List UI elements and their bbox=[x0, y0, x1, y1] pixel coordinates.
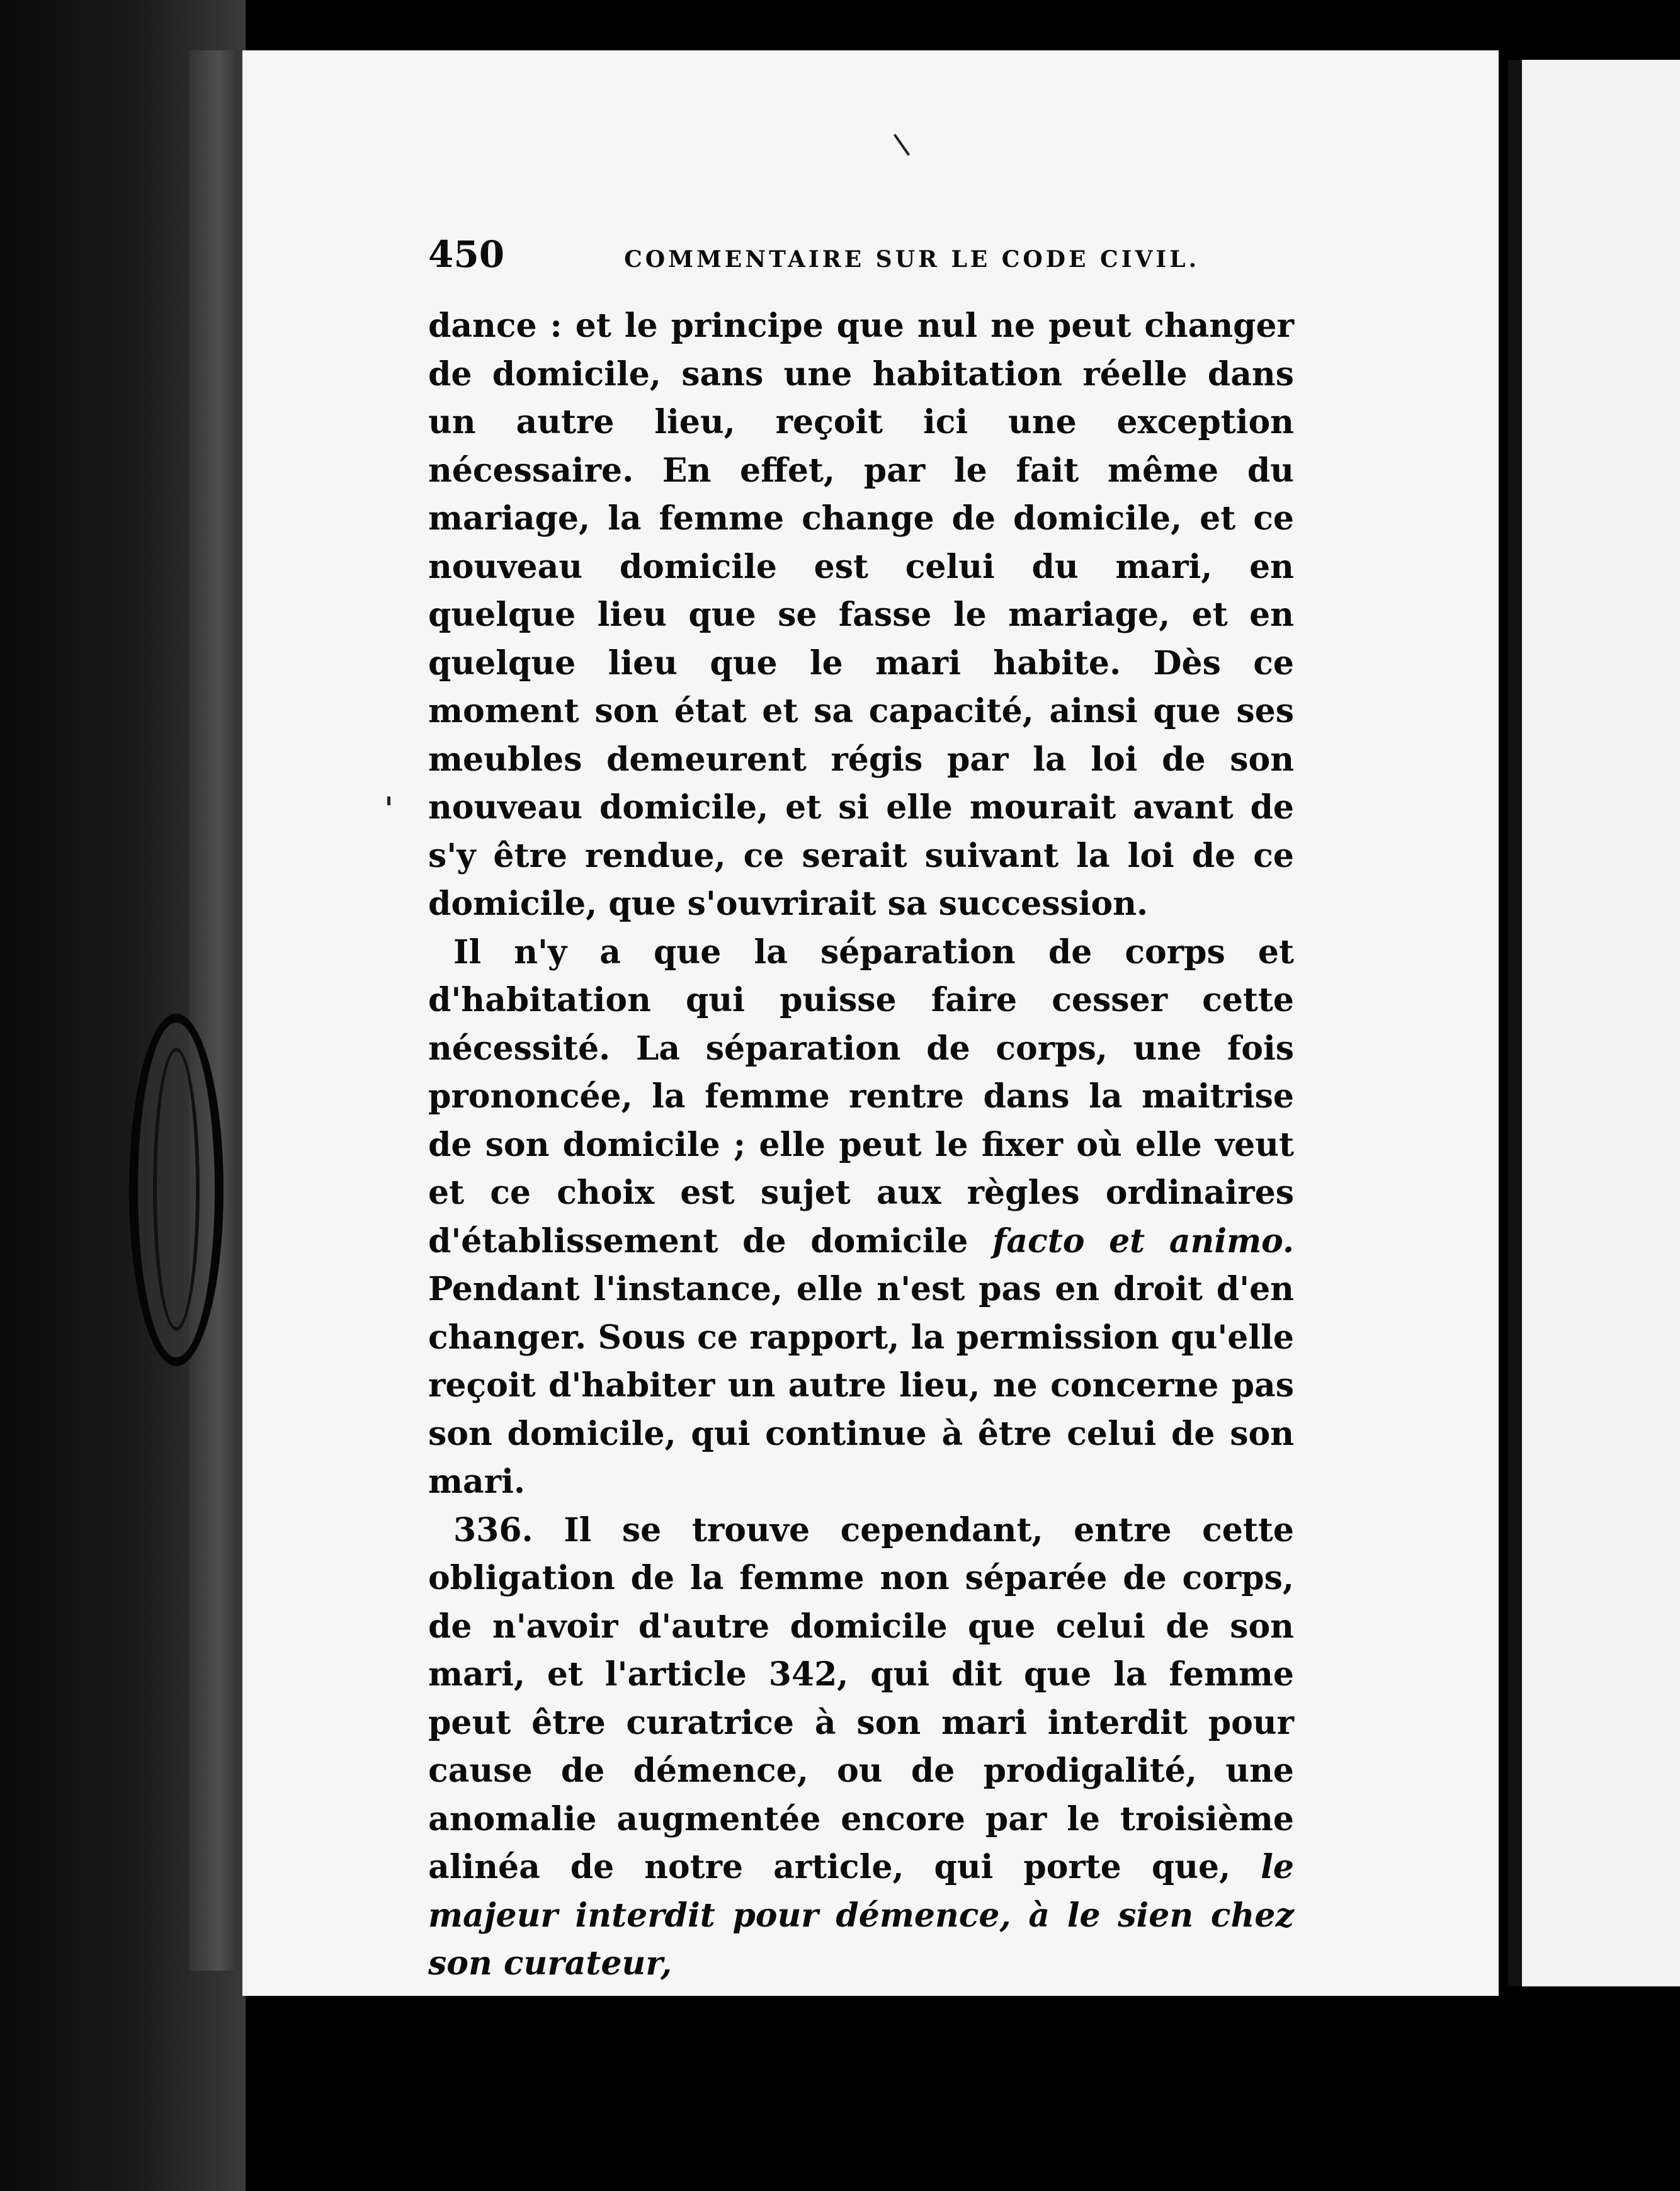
binding-edge bbox=[189, 50, 239, 1971]
paragraph-1-text: dance : et le principe que nul ne peut changer de domicile, sans une habitation réelle dans un autre lieu, reçoit ici une exception nécessaire. En effet, par le fait même du mariage, la femme change de domicile, et ce nouveau domicile est celui du mari, en quelque lieu que se fasse le mariage, et en quelque lieu que le mari habite. Dès ce moment son état et sa capacité, ainsi que ses meubles demeurent régis par la loi de son nouveau domicile, et si elle mourait avant de s'y être rendue, ce serait suivant la loi de ce domicile, que s'ouvrirait sa succession. bbox=[428, 307, 1294, 923]
paragraph-1 bbox=[428, 302, 1294, 929]
paragraph-2-text-before: Il n'y a que la séparation de corps et d'habitation qui puisse faire cesser cette nécessité. La séparation de corps, une fois prononcée, la femme rentre dans la maitrise de son domicile ; elle peut le fixer où elle veut et ce choix est sujet aux règles ordinaires d'établissement de domicile bbox=[428, 932, 1294, 1260]
paragraph-3-article-336 bbox=[428, 1507, 1294, 1988]
paragraph-2 bbox=[428, 929, 1294, 1507]
page-number: 450 bbox=[428, 233, 505, 276]
library-stamp-inner-ring bbox=[153, 1048, 200, 1331]
running-head bbox=[428, 233, 1294, 283]
library-stamp bbox=[129, 1014, 224, 1366]
facing-page-edge bbox=[1508, 60, 1680, 1986]
book-page bbox=[242, 50, 1499, 1996]
page-content bbox=[428, 233, 1294, 1988]
scan-speck bbox=[387, 796, 390, 805]
body-text bbox=[428, 302, 1294, 1988]
paragraph-3-text-before: 336. Il se trouve cependant, entre cette obligation de la femme non séparée de corps, de n'avoir d'autre domicile que celui de son mari, et l'article 342, qui dit que la femme peut être curatrice à son mari interdit pour cause de démence, ou de prodigalité, une anomalie augmentée encore par le troisième alinéa de notre article, qui porte que, bbox=[428, 1510, 1294, 1886]
scan-speck bbox=[894, 133, 910, 156]
running-title: COMMENTAIRE SUR LE CODE CIVIL. bbox=[624, 246, 1200, 273]
paragraph-2-text-after: Pendant l'instance, elle n'est pas en droit d'en changer. Sous ce rapport, la permission qu'elle reçoit d'habiter un autre lieu, ne concerne pas son domicile, qui continue à être celui de son mari. bbox=[428, 1270, 1294, 1501]
paragraph-2-latin-phrase: facto et animo. bbox=[992, 1221, 1294, 1260]
paragraph-3-quotation: le majeur interdit pour démence, à le sien chez son curateur, bbox=[428, 1848, 1294, 1983]
